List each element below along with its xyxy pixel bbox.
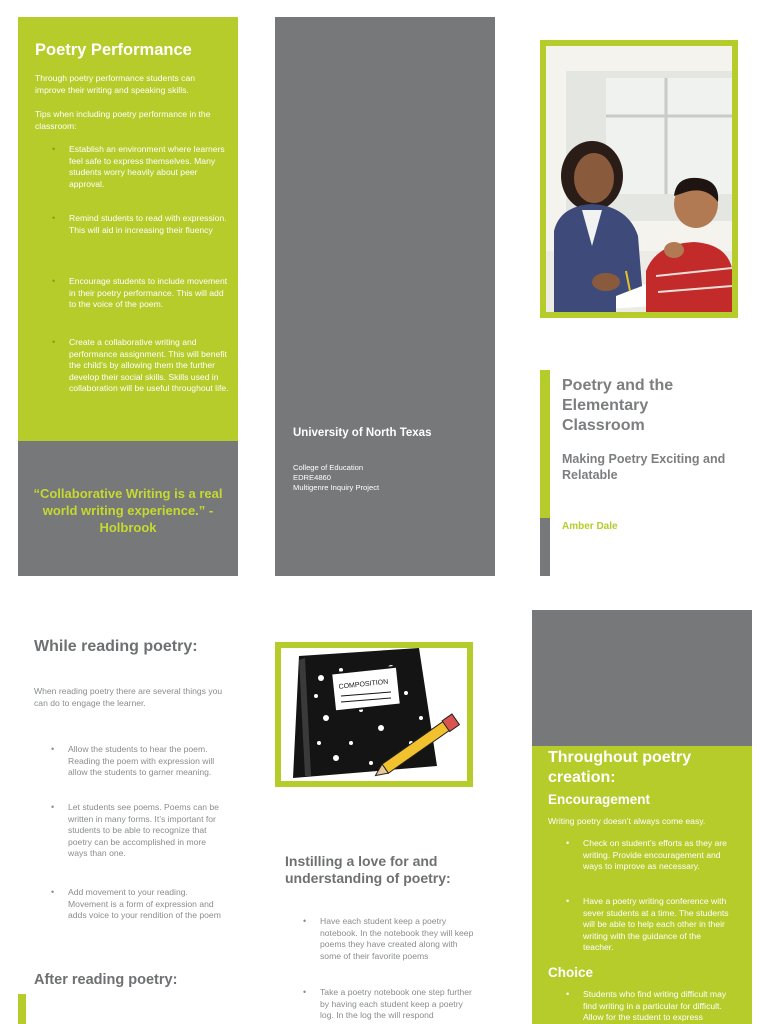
subheading-choice: Choice: [548, 965, 594, 980]
section-title-instilling: Instilling a love for and understanding of poetry:: [285, 853, 451, 886]
tips-heading: Tips when including poetry performance in the classroom:: [35, 109, 211, 131]
list-item: • Take a poetry notebook one step further by having each student keep a poetry log. In the log the will respond: [320, 987, 475, 1022]
composition-notebook-image: [281, 648, 467, 781]
notebook-image-frame: [275, 642, 473, 787]
list-item: • Have a poetry writing conference with sever students at a time. The students will be able to help each other in their writing with the guidance of the teacher.: [583, 896, 733, 954]
list-item: • Check on student’s efforts as they are writing. Provide encouragement and ways to improve as necessary.: [583, 838, 733, 873]
quote-box: [18, 441, 238, 576]
cover-photo-frame: [540, 40, 738, 318]
section-title-while-reading: While reading poetry:: [34, 638, 198, 655]
brochure-subtitle: Making Poetry Exciting and Relatable: [562, 452, 726, 482]
section-title-creation: Throughout poetry creation:: [548, 749, 692, 786]
accent-bar-green: [18, 994, 26, 1024]
brochure-title: Poetry and the Elementary Classroom: [562, 377, 674, 434]
quote-text: “Collaborative Writing is a real world writing experience.” -Holbrook: [33, 486, 223, 535]
list-item: • Establish an environment where learners feel safe to express themselves. Many students worry heavily about peer approval.: [69, 144, 229, 190]
creation-header-block: [532, 610, 752, 746]
list-item: • Have each student keep a poetry notebook. In the notebook they will keep poems they have created along with some of their favorite poems: [320, 916, 475, 962]
subheading-encouragement: Encouragement: [548, 792, 651, 807]
accent-bar-green: [540, 370, 550, 518]
list-item: • Encourage students to include movement in their poetry performance. This will add to the voice of the poem.: [69, 276, 229, 311]
university-name: University of North Texas: [293, 427, 432, 439]
teacher-student-photo: [546, 46, 732, 312]
list-item: • Students who find writing difficult may find writing in a particular for difficult. Allow for the student to express: [583, 989, 733, 1024]
encouragement-intro: Writing poetry doesn’t always come easy.: [548, 816, 706, 826]
notebook-label: COMPOSITION: [338, 678, 389, 691]
list-item: • Allow the students to hear the poem. Reading the poem with expression will allow the students to garner meaning.: [68, 744, 228, 779]
list-item: • Let students see poems. Poems can be written in many forms. It’s important for students to be able to recognize that poetry can be accomplished in more ways than one.: [68, 802, 228, 860]
intro-text: Through poetry performance students can improve their writing and speaking skills.: [35, 73, 196, 95]
list-item: • Remind students to read with expression. This will aid in increasing their fluency: [69, 213, 229, 236]
accent-bar-gray: [540, 518, 550, 576]
panel-title: Poetry Performance: [35, 41, 192, 59]
course-info: [293, 463, 379, 493]
list-item: • Create a collaborative writing and performance assignment. This will benefit the child’s by allowing them the further develop their social skills. Skills used in collaboration will be useful throughout life.: [69, 337, 229, 395]
section-title-after-reading: After reading poetry:: [34, 972, 178, 988]
project-line: Multigenre Inquiry Project: [293, 483, 380, 492]
list-item: • Add movement to your reading. Movement is a form of expression and adds voice to your rendition of the poem: [68, 887, 228, 922]
college-line: College of Education: [293, 463, 364, 472]
author-name: Amber Dale: [562, 521, 618, 532]
course-code-line: EDRE4860: [293, 473, 331, 482]
reading-intro: When reading poetry there are several things you can do to engage the learner.: [34, 686, 223, 708]
